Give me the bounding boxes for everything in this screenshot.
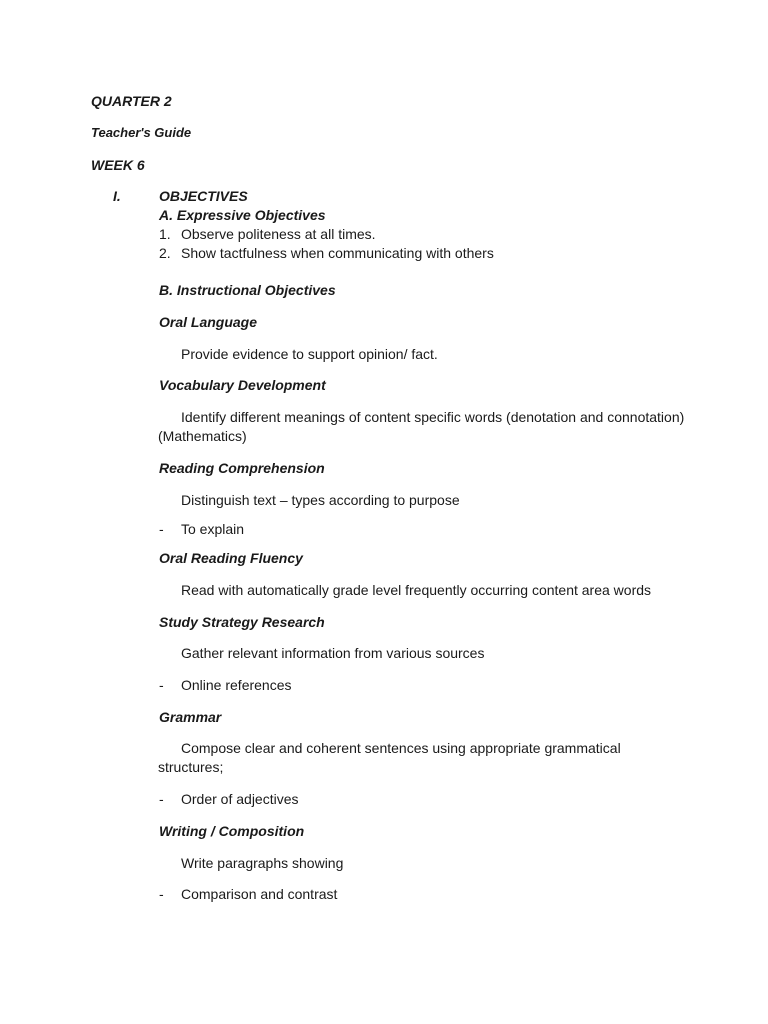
reading-comprehension-heading: Reading Comprehension: [159, 460, 325, 476]
instructional-objectives-heading: B. Instructional Objectives: [159, 282, 336, 298]
list-item-text: Observe politeness at all times.: [181, 226, 376, 242]
bullet-dash: -: [159, 521, 164, 537]
oral-language-heading: Oral Language: [159, 314, 258, 330]
bullet-item: Comparison and contrast: [181, 886, 338, 902]
grammar-text: Compose clear and coherent sentences using appropriate grammatical: [181, 740, 621, 756]
oral-reading-fluency-text: Read with automatically grade level frequently occurring content area words: [181, 582, 652, 598]
grammar-heading: Grammar: [159, 709, 222, 725]
study-strategy-heading: Study Strategy Research: [159, 614, 325, 630]
writing-composition-text: Write paragraphs showing: [181, 855, 344, 871]
section-numeral: I.: [113, 188, 121, 204]
objectives-title: OBJECTIVES: [159, 188, 248, 204]
bullet-dash: -: [159, 886, 164, 902]
quarter-heading: QUARTER 2: [91, 93, 172, 109]
oral-reading-fluency-heading: Oral Reading Fluency: [159, 550, 303, 566]
list-item-number: 2.: [159, 245, 171, 261]
list-item-text: Show tactfulness when communicating with others: [181, 245, 494, 261]
list-item-number: 1.: [159, 226, 171, 242]
bullet-item: Online references: [181, 677, 292, 693]
oral-language-text: Provide evidence to support opinion/ fact.: [181, 346, 438, 362]
expressive-objectives-heading: A. Expressive Objectives: [159, 207, 326, 223]
bullet-dash: -: [159, 677, 164, 693]
vocabulary-text-continued: (Mathematics): [158, 428, 247, 444]
bullet-item: To explain: [181, 521, 245, 537]
teachers-guide-heading: Teacher's Guide: [91, 125, 192, 140]
grammar-text-continued: structures;: [158, 759, 224, 775]
bullet-item: Order of adjectives: [181, 791, 299, 807]
vocabulary-text: Identify different meanings of content specific words (denotation and connotation): [181, 409, 685, 425]
vocabulary-heading: Vocabulary Development: [159, 377, 326, 393]
writing-composition-heading: Writing / Composition: [159, 823, 305, 839]
bullet-dash: -: [159, 791, 164, 807]
reading-comprehension-text: Distinguish text – types according to purpose: [181, 492, 460, 508]
week-heading: WEEK 6: [91, 157, 145, 173]
study-strategy-text: Gather relevant information from various sources: [181, 645, 485, 661]
